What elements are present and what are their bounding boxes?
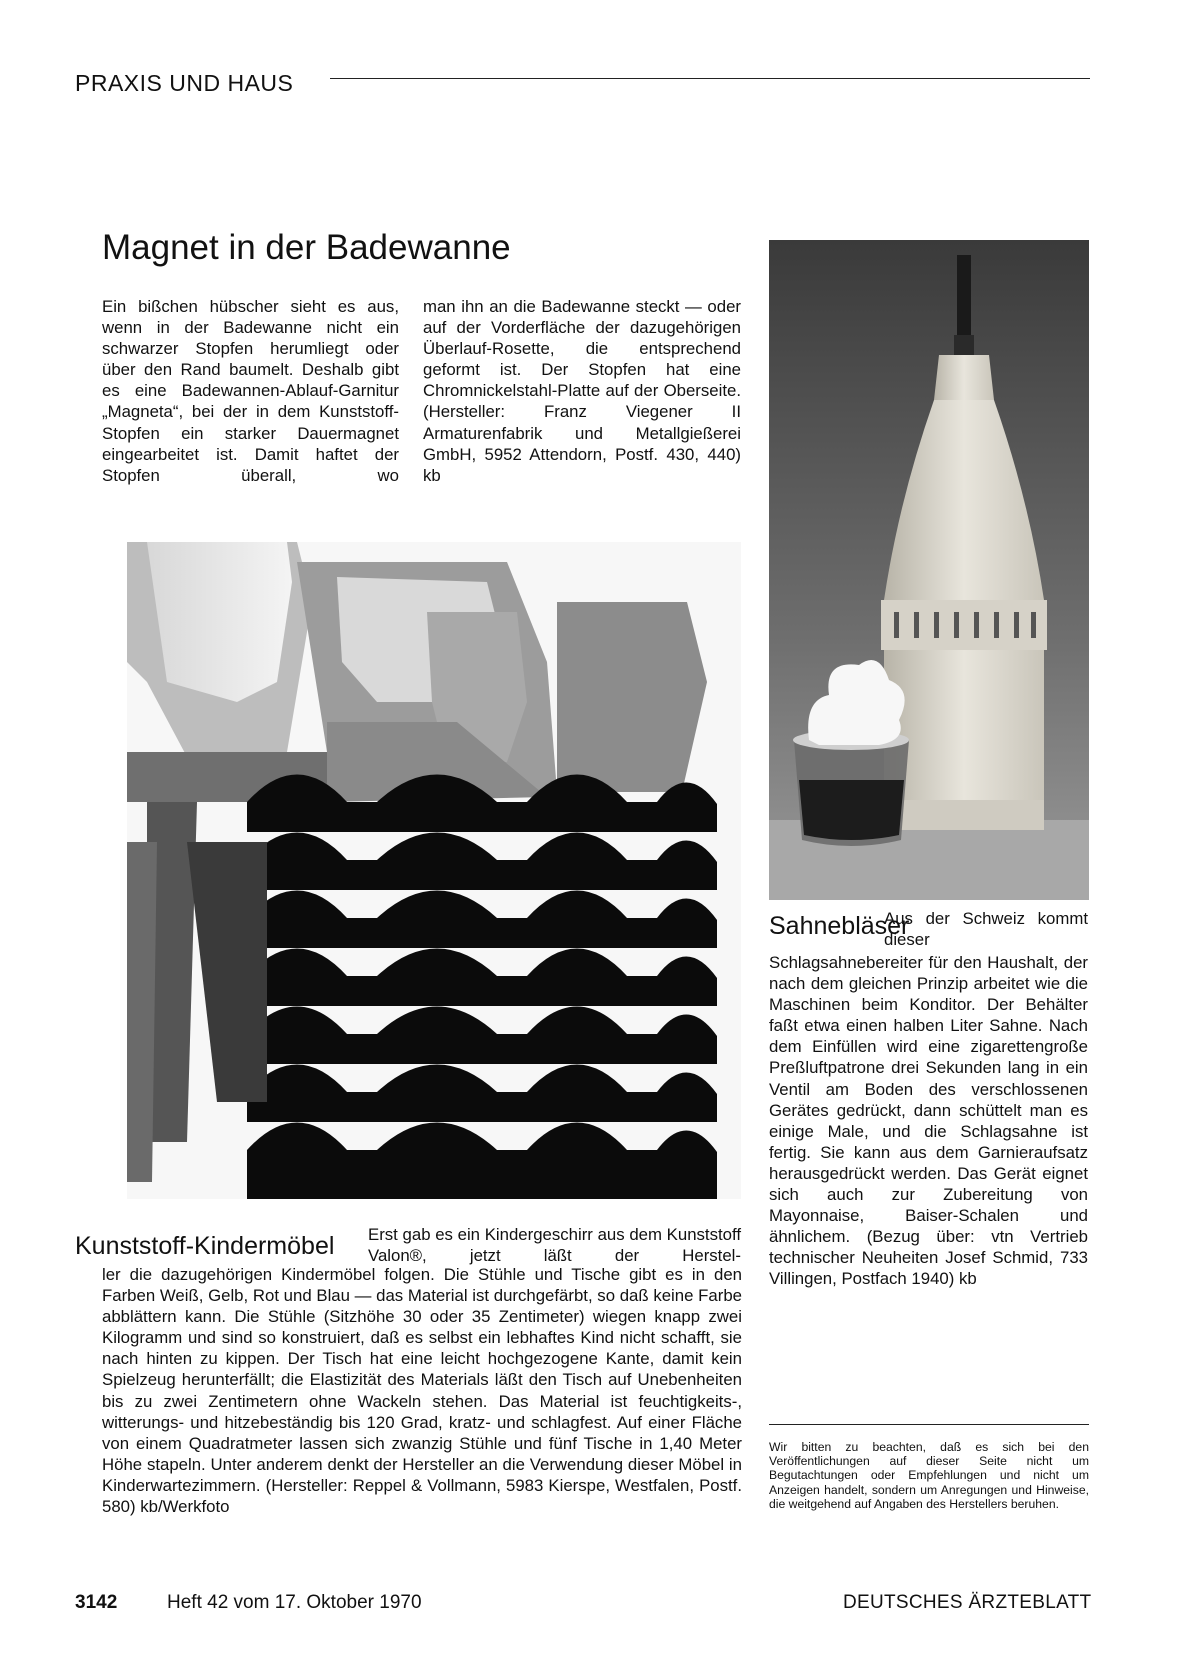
cream-whipper-photo: [769, 240, 1089, 900]
article-body-sahneblaeser: Schlagsahnebereiter für den Haushalt, der nach dem gleichen Prinzip arbeitet wie die Maschinen beim Konditor. Der Behälter faßt etwa einen halben Liter Sahne. Nach dem Einfüllen wird eine zigarettengroße Preßluftpatrone drei Sekunden lang in ein Ventil am Boden des verschlossenen Gerätes gedrückt, dann schüttelt man es einige Male, und die Schlagsahne ist fertig. Sie kann aus dem Garnieraufsatz herausgedrückt werden. Das Gerät eignet sich auch zur Zubereitung von Mayonnaise, Baiser-Schalen und ähnlichem. (Bezug über: vtn Vertrieb technischer Neuheiten Josef Schmid, 733 Villingen, Postfach 1940) kb: [769, 953, 1088, 1289]
article-lead-kindermoebel: Erst gab es ein Kindergeschirr aus dem Kunststoff Valon®, jetzt läßt der Herstel-: [368, 1225, 741, 1266]
article-lead-sahneblaeser: Aus der Schweiz kommt dieser: [884, 909, 1088, 950]
note-rule: [769, 1424, 1089, 1425]
header-rule: [330, 78, 1090, 79]
section-label: PRAXIS UND HAUS: [75, 70, 294, 96]
journal-name: DEUTSCHES ÄRZTEBLATT: [843, 1592, 1092, 1613]
article-column-2: man ihn an die Badewanne steckt — oder auf der Vorderfläche der dazugehörigen Überlauf-Rosette, die entsprechend geformt ist. Der Stopfen hat eine Chromnickelstahl-Platte auf der Oberseite. (Hersteller: Franz Viegener II Armaturenfabrik und Metallgießerei GmbH, 5952 Attendorn, Postf. 430, 440) kb: [423, 297, 741, 485]
article-column-1: Ein bißchen hübscher sieht es aus, wenn in der Badewanne nicht ein schwarzer Stopfen herumliegt oder über den Rand baumelt. Deshalb gibt es eine Badewannen-Ablauf-Garnitur „Magneta“, bei der in dem Kunststoff-Stopfen ein starker Dauermagnet eingearbeitet ist. Damit haftet der Stopfen überall, wo: [102, 297, 399, 485]
article-heading-kindermoebel: Kunststoff-Kindermöbel: [75, 1232, 335, 1260]
issue-info: Heft 42 vom 17. Oktober 1970: [167, 1592, 422, 1613]
article-title: Magnet in der Badewanne: [102, 228, 511, 267]
chairs-photo: [127, 542, 741, 1199]
disclaimer-note: Wir bitten zu beachten, daß es sich bei den Veröffentlichungen auf dieser Seite nicht um Begutachtungen oder Empfehlungen und nicht um Anzeigen handelt, sondern um Anregungen und Hinweise, die weitgehend auf Angaben des Herstellers beruhen.: [769, 1440, 1089, 1511]
page-number: 3142: [75, 1592, 118, 1613]
article-body-kindermoebel: ler die dazugehörigen Kindermöbel folgen. Die Stühle und Tische gibt es in den Farben Weiß, Gelb, Rot und Blau — das Material ist durchgefärbt, so daß keine Farbe abblättern kann. Die Stühle (Sitzhöhe 30 oder 35 Zentimeter) wiegen knapp zwei Kilogramm und sind so konstruiert, daß es selbst ein lebhaftes Kind nicht schafft, sie nach hinten zu kippen. Der Tisch hat eine leicht hochgezogene Kante, damit kein Spielzeug herunterfällt; die Elastizität des Materials läßt den Tisch auf Unebenheiten bis zu zwei Zentimetern ohne Wackeln stehen. Das Material ist feuchtigkeits-, witterungs- und hitzebeständig bis 120 Grad, kratz- und schlagfest. Auf einer Fläche von einem Quadratmeter lassen sich zwanzig Stühle und fünf Tische in 1,40 Meter Höhe stapeln. Unter anderem denkt der Hersteller an die Verwendung dieser Möbel in Kinderwartezimmern. (Hersteller: Reppel & Vollmann, 5983 Kierspe, Westfalen, Postf. 580) kb/Werkfoto: [102, 1265, 742, 1517]
article-heading-sahneblaeser: Sahnebläser: [769, 912, 910, 940]
